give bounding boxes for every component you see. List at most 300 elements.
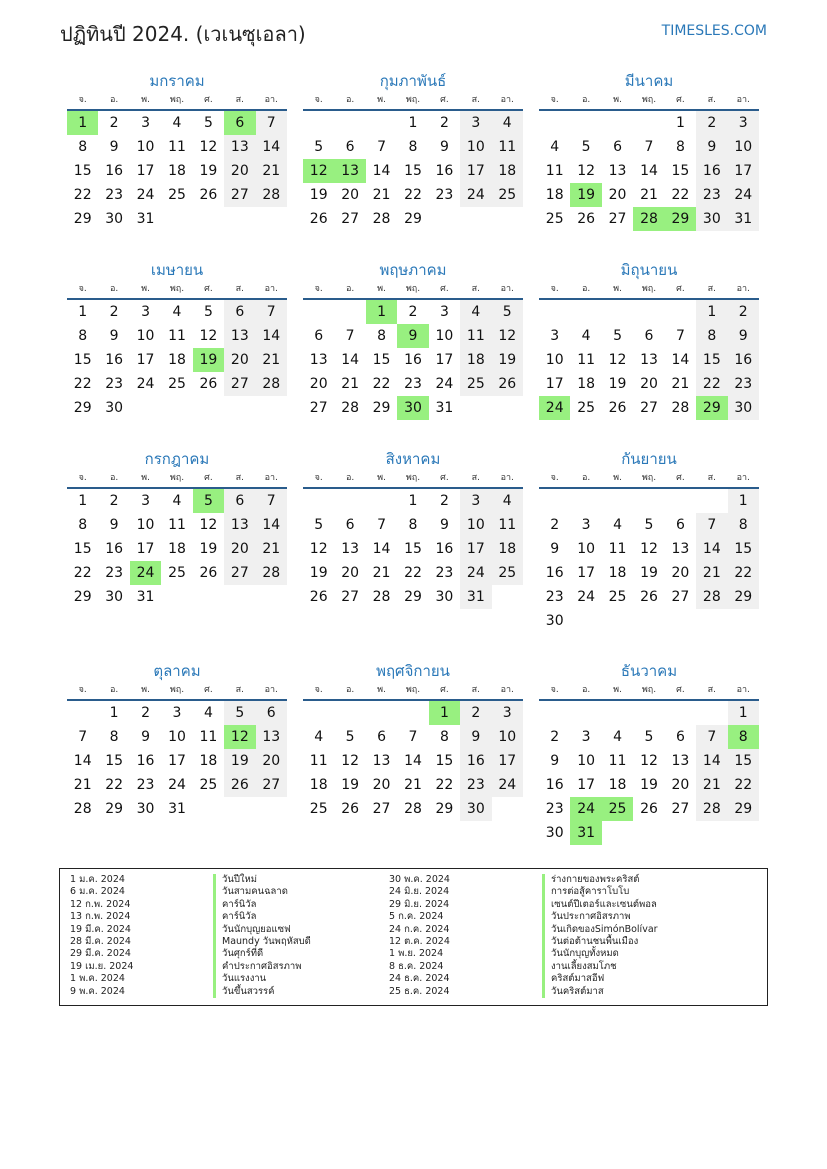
day-cell: 23 xyxy=(404,376,422,392)
day-cell: 10 xyxy=(460,135,491,159)
empty-cell xyxy=(570,111,601,135)
day-cell: 6 xyxy=(613,139,623,155)
legend-right-names xyxy=(542,874,658,998)
weekday-label: ส. xyxy=(707,95,716,105)
legend-date: 30 พ.ค. 2024 xyxy=(389,874,450,885)
day-cell: 21 xyxy=(696,773,727,797)
day-cell: 29 xyxy=(73,211,92,227)
day-cell: 19 xyxy=(640,777,658,793)
day-cell: 27 xyxy=(309,400,328,416)
day-cell: 5 xyxy=(203,304,213,320)
day-cell: 11 xyxy=(168,328,186,344)
legend-holiday-name: วันขึ้นสวรรค์ xyxy=(213,986,311,998)
day-cell: 28 xyxy=(73,801,92,817)
day-cell: 30 xyxy=(460,797,491,821)
day-cell: 7 xyxy=(696,513,727,537)
day-cell: 16 xyxy=(545,565,564,581)
holiday-day-cell: 25 xyxy=(602,797,633,821)
days-grid xyxy=(539,489,759,633)
day-cell: 9 xyxy=(550,541,560,557)
day-cell: 12 xyxy=(199,517,218,533)
weekday-label: ศ. xyxy=(676,685,685,695)
day-cell: 18 xyxy=(460,348,491,372)
weekday-label: อา. xyxy=(264,284,278,294)
month-name: พฤษภาคม xyxy=(379,261,447,279)
weekday-label: ส. xyxy=(471,685,480,695)
day-cell: 13 xyxy=(372,753,391,769)
day-cell: 12 xyxy=(199,328,218,344)
day-cell: 28 xyxy=(671,400,690,416)
legend-date: 19 เม.ย. 2024 xyxy=(70,960,134,972)
day-cell: 26 xyxy=(199,187,218,203)
day-cell: 17 xyxy=(136,352,155,368)
holiday-day-cell: 24 xyxy=(539,396,570,420)
day-cell: 16 xyxy=(105,541,124,557)
month-name: กรกฎาคม xyxy=(144,450,210,468)
holiday-day-cell: 29 xyxy=(696,396,727,420)
day-cell: 4 xyxy=(172,493,182,509)
day-cell: 20 xyxy=(671,565,690,581)
legend-holiday-name: คำประกาศอิสรภาพ xyxy=(213,961,311,973)
days-grid xyxy=(303,300,523,420)
day-cell: 9 xyxy=(550,753,560,769)
legend-holiday-name: วันนักบุญทั้งหมด xyxy=(542,948,658,960)
weekday-label: ศ. xyxy=(440,95,449,105)
day-cell: 16 xyxy=(435,163,454,179)
month-block xyxy=(303,70,523,231)
day-cell: 27 xyxy=(224,372,255,396)
weekday-label: ส. xyxy=(707,473,716,483)
day-cell: 9 xyxy=(439,517,449,533)
legend-holiday-name: วันปีใหม่ xyxy=(213,874,311,886)
day-cell: 16 xyxy=(435,541,454,557)
day-cell: 9 xyxy=(439,139,449,155)
day-cell: 16 xyxy=(404,352,422,368)
legend-holiday-name: วันสามคนฉลาด xyxy=(213,886,311,898)
legend-date: 24 ก.ค. 2024 xyxy=(389,923,450,935)
legend-holiday-name: คาร์นิวัล xyxy=(213,899,311,911)
day-cell: 9 xyxy=(109,139,119,155)
day-cell: 27 xyxy=(341,589,360,605)
day-cell: 22 xyxy=(671,187,690,203)
day-cell: 3 xyxy=(172,705,182,721)
month-name: ตุลาคม xyxy=(153,662,201,680)
legend-holiday-name: วันคริสต์มาส xyxy=(542,986,658,998)
day-cell: 30 xyxy=(545,825,564,841)
weekday-label: จ. xyxy=(314,95,323,105)
legend-holiday-name: วันศุกร์ที่ดี xyxy=(213,948,311,960)
day-cell: 16 xyxy=(105,352,124,368)
day-cell: 14 xyxy=(372,163,391,179)
empty-cell xyxy=(539,111,570,135)
day-cell: 11 xyxy=(168,139,186,155)
day-cell: 23 xyxy=(105,565,124,581)
weekday-label: พฤ. xyxy=(169,284,185,294)
weekday-label: อา. xyxy=(736,95,750,105)
day-cell: 20 xyxy=(309,376,328,392)
day-cell: 25 xyxy=(168,187,186,203)
day-cell: 6 xyxy=(345,139,355,155)
day-cell: 8 xyxy=(728,513,759,537)
day-cell: 1 xyxy=(728,701,759,725)
day-cell: 6 xyxy=(345,517,355,533)
day-cell: 16 xyxy=(105,163,124,179)
day-cell: 27 xyxy=(341,211,360,227)
weekday-label: จ. xyxy=(78,473,87,483)
day-cell: 14 xyxy=(696,749,727,773)
day-cell: 28 xyxy=(256,183,287,207)
site-link[interactable]: TIMESLES.COM xyxy=(661,23,767,39)
day-cell: 27 xyxy=(256,773,287,797)
day-cell: 21 xyxy=(372,187,391,203)
day-cell: 30 xyxy=(105,589,124,605)
day-cell: 8 xyxy=(675,139,685,155)
empty-cell xyxy=(696,701,727,725)
day-cell: 3 xyxy=(460,111,491,135)
day-cell: 25 xyxy=(460,372,491,396)
empty-cell xyxy=(539,701,570,725)
day-cell: 27 xyxy=(671,589,690,605)
day-cell: 18 xyxy=(168,352,186,368)
page-title: ปฏิทินปี 2024. (เวเนซุเอลา) xyxy=(60,22,306,46)
weekday-label: อ. xyxy=(581,95,591,105)
legend-date: 25 ธ.ค. 2024 xyxy=(389,985,450,997)
day-cell: 31 xyxy=(435,400,454,416)
weekday-label: พ. xyxy=(613,284,622,294)
weekday-header xyxy=(67,682,287,701)
weekday-header xyxy=(303,682,523,701)
day-cell: 12 xyxy=(492,324,523,348)
empty-cell xyxy=(303,111,334,135)
day-cell: 26 xyxy=(577,211,596,227)
empty-cell xyxy=(602,300,633,324)
weekday-label: อ. xyxy=(109,473,119,483)
day-cell: 26 xyxy=(309,211,328,227)
month-block xyxy=(67,259,287,420)
weekday-label: พ. xyxy=(377,95,386,105)
weekday-label: ศ. xyxy=(204,685,213,695)
day-cell: 20 xyxy=(224,537,255,561)
legend-date: 1 พ.ย. 2024 xyxy=(389,948,444,960)
day-cell: 29 xyxy=(435,801,454,817)
legend-holiday-name: วันประกาศอิสรภาพ xyxy=(542,911,658,923)
holiday-day-cell: 31 xyxy=(570,821,601,845)
day-cell: 19 xyxy=(309,187,328,203)
day-cell: 22 xyxy=(728,773,759,797)
weekday-label: จ. xyxy=(550,95,559,105)
day-cell: 14 xyxy=(73,753,92,769)
empty-cell xyxy=(334,300,365,324)
day-cell: 28 xyxy=(696,797,727,821)
weekday-label: ส. xyxy=(471,284,480,294)
empty-cell xyxy=(602,489,633,513)
weekday-label: ศ. xyxy=(440,473,449,483)
day-cell: 15 xyxy=(696,348,727,372)
month-block xyxy=(539,70,759,231)
day-cell: 25 xyxy=(608,589,627,605)
weekday-label: ส. xyxy=(235,473,244,483)
day-cell: 17 xyxy=(435,352,454,368)
empty-cell xyxy=(334,489,365,513)
weekday-label: พ. xyxy=(141,95,150,105)
day-cell: 5 xyxy=(581,139,591,155)
month-block xyxy=(67,70,287,231)
legend-date: 8 ธ.ค. 2024 xyxy=(389,960,444,972)
day-cell: 9 xyxy=(109,328,119,344)
day-cell: 29 xyxy=(404,589,422,605)
day-cell: 17 xyxy=(136,163,155,179)
holiday-day-cell: 6 xyxy=(224,111,255,135)
weekday-label: ส. xyxy=(707,685,716,695)
weekday-label: พฤ. xyxy=(641,95,657,105)
day-cell: 8 xyxy=(78,517,88,533)
day-cell: 6 xyxy=(644,328,654,344)
day-cell: 20 xyxy=(256,749,287,773)
day-cell: 7 xyxy=(675,328,685,344)
empty-cell xyxy=(397,701,428,725)
day-cell: 10 xyxy=(728,135,759,159)
day-cell: 4 xyxy=(492,111,523,135)
legend-date: 6 ม.ค. 2024 xyxy=(70,886,125,898)
day-cell: 14 xyxy=(372,541,391,557)
day-cell: 18 xyxy=(168,541,186,557)
day-cell: 14 xyxy=(696,537,727,561)
weekday-label: จ. xyxy=(314,473,323,483)
weekday-label: พ. xyxy=(613,95,622,105)
legend-left-names xyxy=(213,874,311,998)
weekday-label: อา. xyxy=(500,685,514,695)
day-cell: 14 xyxy=(256,135,287,159)
weekday-label: จ. xyxy=(78,95,87,105)
day-cell: 11 xyxy=(608,753,627,769)
day-cell: 23 xyxy=(728,372,759,396)
day-cell: 27 xyxy=(224,561,255,585)
day-cell: 15 xyxy=(435,753,454,769)
day-cell: 21 xyxy=(372,565,391,581)
day-cell: 13 xyxy=(224,513,255,537)
day-cell: 9 xyxy=(696,135,727,159)
day-cell: 24 xyxy=(136,187,155,203)
day-cell: 8 xyxy=(109,729,119,745)
day-cell: 7 xyxy=(256,489,287,513)
empty-cell xyxy=(696,489,727,513)
legend-holiday-name: การต่อสู้คาราโบโบ xyxy=(542,886,658,898)
day-cell: 15 xyxy=(404,541,422,557)
day-cell: 5 xyxy=(644,729,654,745)
legend-holiday-name: วันเกิดของSimónBolívar xyxy=(542,924,658,936)
holiday-day-cell: 1 xyxy=(429,701,460,725)
day-cell: 25 xyxy=(199,777,218,793)
day-cell: 3 xyxy=(550,328,560,344)
holiday-day-cell: 12 xyxy=(303,159,334,183)
holiday-day-cell: 24 xyxy=(130,561,161,585)
day-cell: 23 xyxy=(435,565,454,581)
day-cell: 3 xyxy=(581,517,591,533)
day-cell: 22 xyxy=(73,565,92,581)
day-cell: 17 xyxy=(460,159,491,183)
legend-holiday-name: Maundy วันพฤหัสบดี xyxy=(213,936,311,948)
day-cell: 6 xyxy=(224,300,255,324)
legend-date: 24 ธ.ค. 2024 xyxy=(389,973,450,985)
day-cell: 15 xyxy=(404,163,422,179)
empty-cell xyxy=(570,701,601,725)
day-cell: 10 xyxy=(435,328,454,344)
empty-cell xyxy=(665,489,696,513)
day-cell: 21 xyxy=(640,187,658,203)
day-cell: 10 xyxy=(168,729,186,745)
days-grid xyxy=(67,701,287,821)
day-cell: 14 xyxy=(640,163,658,179)
weekday-label: พ. xyxy=(613,473,622,483)
day-cell: 19 xyxy=(199,163,218,179)
day-cell: 13 xyxy=(640,352,658,368)
day-cell: 23 xyxy=(105,376,124,392)
day-cell: 15 xyxy=(73,352,92,368)
day-cell: 30 xyxy=(136,801,155,817)
day-cell: 26 xyxy=(492,372,523,396)
weekday-label: อ. xyxy=(345,95,355,105)
day-cell: 22 xyxy=(73,376,92,392)
day-cell: 18 xyxy=(608,777,627,793)
day-cell: 15 xyxy=(728,749,759,773)
holiday-day-cell: 19 xyxy=(193,348,224,372)
weekday-label: ศ. xyxy=(204,95,213,105)
legend-date: 1 ม.ค. 2024 xyxy=(70,874,125,885)
day-cell: 4 xyxy=(314,729,324,745)
day-cell: 19 xyxy=(224,749,255,773)
weekday-label: อา. xyxy=(736,284,750,294)
day-cell: 29 xyxy=(105,801,124,817)
day-cell: 30 xyxy=(545,613,564,629)
day-cell: 26 xyxy=(224,773,255,797)
day-cell: 8 xyxy=(408,517,418,533)
weekday-label: ศ. xyxy=(204,473,213,483)
day-cell: 28 xyxy=(256,561,287,585)
day-cell: 2 xyxy=(696,111,727,135)
day-cell: 8 xyxy=(377,328,387,344)
weekday-label: อา. xyxy=(264,473,278,483)
day-cell: 11 xyxy=(545,163,564,179)
day-cell: 1 xyxy=(78,304,88,320)
day-cell: 13 xyxy=(224,324,255,348)
empty-cell xyxy=(665,701,696,725)
weekday-label: ส. xyxy=(707,284,716,294)
month-block xyxy=(67,660,287,821)
month-name: มิถุนายน xyxy=(620,261,678,279)
day-cell: 22 xyxy=(404,187,422,203)
day-cell: 31 xyxy=(460,585,491,609)
day-cell: 25 xyxy=(168,376,186,392)
weekday-label: อา. xyxy=(264,685,278,695)
weekday-label: จ. xyxy=(550,685,559,695)
day-cell: 13 xyxy=(309,352,328,368)
day-cell: 12 xyxy=(577,163,596,179)
day-cell: 25 xyxy=(492,561,523,585)
day-cell: 20 xyxy=(341,187,360,203)
day-cell: 6 xyxy=(314,328,324,344)
month-block xyxy=(67,448,287,609)
day-cell: 7 xyxy=(78,729,88,745)
month-block xyxy=(303,259,523,420)
day-cell: 17 xyxy=(545,376,564,392)
day-cell: 20 xyxy=(671,777,690,793)
day-cell: 12 xyxy=(608,352,627,368)
weekday-label: อ. xyxy=(109,284,119,294)
day-cell: 7 xyxy=(256,111,287,135)
empty-cell xyxy=(303,489,334,513)
day-cell: 25 xyxy=(168,565,186,581)
days-grid xyxy=(303,111,523,231)
day-cell: 24 xyxy=(492,773,523,797)
weekday-header xyxy=(67,92,287,111)
empty-cell xyxy=(570,300,601,324)
day-cell: 12 xyxy=(640,753,658,769)
weekday-label: พฤ. xyxy=(405,284,421,294)
day-cell: 1 xyxy=(109,705,119,721)
day-cell: 16 xyxy=(460,749,491,773)
weekday-label: อ. xyxy=(581,685,591,695)
weekday-label: พ. xyxy=(141,685,150,695)
day-cell: 19 xyxy=(309,565,328,581)
day-cell: 20 xyxy=(608,187,627,203)
day-cell: 24 xyxy=(577,589,596,605)
day-cell: 12 xyxy=(341,753,360,769)
holiday-day-cell: 30 xyxy=(397,396,428,420)
day-cell: 5 xyxy=(224,701,255,725)
day-cell: 13 xyxy=(671,541,690,557)
day-cell: 24 xyxy=(435,376,454,392)
day-cell: 3 xyxy=(439,304,449,320)
holiday-day-cell: 13 xyxy=(334,159,365,183)
weekday-header xyxy=(303,470,523,489)
day-cell: 16 xyxy=(728,348,759,372)
weekday-label: อา. xyxy=(500,473,514,483)
day-cell: 26 xyxy=(640,801,658,817)
holiday-day-cell: 12 xyxy=(224,725,255,749)
day-cell: 4 xyxy=(613,729,623,745)
empty-cell xyxy=(366,701,397,725)
day-cell: 5 xyxy=(644,517,654,533)
day-cell: 10 xyxy=(136,139,155,155)
day-cell: 8 xyxy=(78,328,88,344)
day-cell: 4 xyxy=(613,517,623,533)
weekday-label: ส. xyxy=(235,685,244,695)
day-cell: 26 xyxy=(199,565,218,581)
weekday-label: พฤ. xyxy=(405,473,421,483)
day-cell: 19 xyxy=(640,565,658,581)
day-cell: 24 xyxy=(168,777,186,793)
day-cell: 8 xyxy=(696,324,727,348)
day-cell: 20 xyxy=(224,159,255,183)
holiday-day-cell: 24 xyxy=(570,797,601,821)
day-cell: 23 xyxy=(545,801,564,817)
weekday-label: พฤ. xyxy=(641,685,657,695)
day-cell: 4 xyxy=(203,705,213,721)
day-cell: 21 xyxy=(256,537,287,561)
day-cell: 4 xyxy=(172,115,182,131)
day-cell: 15 xyxy=(73,163,92,179)
month-name: มีนาคม xyxy=(624,72,674,90)
day-cell: 18 xyxy=(492,537,523,561)
weekday-label: อา. xyxy=(736,685,750,695)
weekday-label: อา. xyxy=(500,95,514,105)
day-cell: 30 xyxy=(105,400,124,416)
day-cell: 10 xyxy=(577,753,596,769)
day-cell: 3 xyxy=(581,729,591,745)
empty-cell xyxy=(366,489,397,513)
day-cell: 26 xyxy=(640,589,658,605)
day-cell: 5 xyxy=(613,328,623,344)
